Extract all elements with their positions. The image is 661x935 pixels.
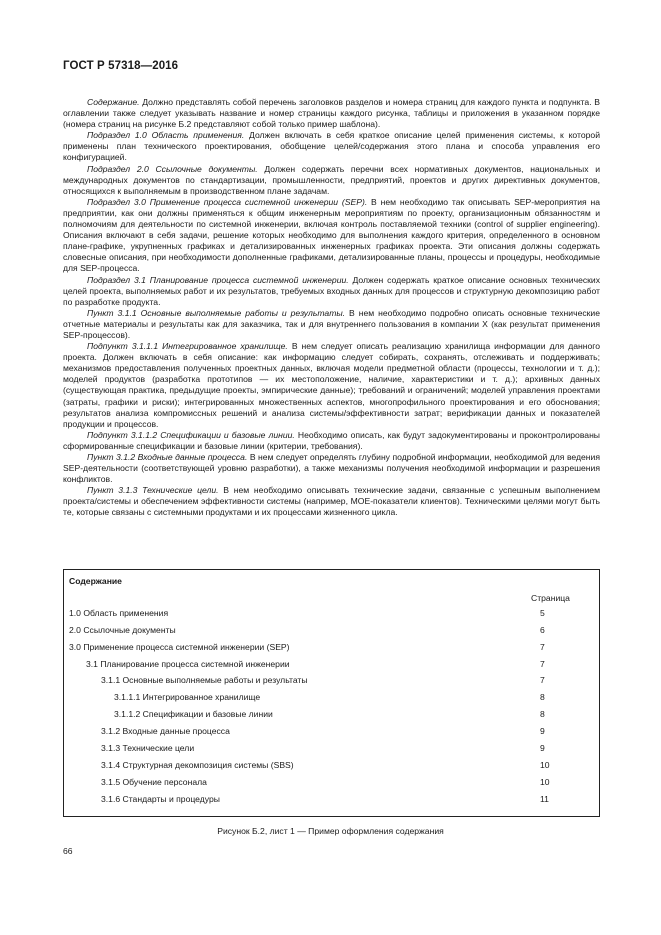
toc-row <box>64 743 599 757</box>
paragraph-lead: Пункт 3.1.1 Основные выполняемые работы и результаты. <box>87 307 346 318</box>
paragraph-lead: Пункт 3.1.3 Технические цели. <box>87 485 219 496</box>
document-header: ГОСТ Р 57318—2016 <box>63 60 179 72</box>
paragraph-text: Должен содержать перечни всех нормативных документов, национальных и международных документов по стандартизации, промышленности, предприятий, проектов и других директивных документов, относящихся к выполняемым в производственном плане задачам. <box>63 163 600 196</box>
paragraph-lead: Подраздел 3.1 Планирование процесса системной инженерии. <box>87 274 349 285</box>
toc-row-label: 3.1.1.1 Интегрированное хранилище <box>114 692 261 702</box>
figure-caption: Рисунок Б.2, лист 1 — Пример оформления содержания <box>217 826 444 836</box>
paragraph-planning <box>63 275 600 308</box>
toc-row-page: 6 <box>540 625 545 635</box>
paragraph-deliverables <box>63 308 600 341</box>
toc-row-page: 10 <box>540 760 550 770</box>
toc-row-page: 7 <box>540 659 545 669</box>
paragraph-text: В нем необходимо описывать технические задачи, связанные с успешным выполнением проекта/системы и обеспечением эффективности системы (например, МОЕ-показатели клиентов). Техническими целями могут быть те, которые связаны с системными продуктами и их процессами жизненного цикла. <box>63 485 600 518</box>
paragraph-scope <box>63 130 600 163</box>
paragraph-specifications <box>63 430 600 452</box>
page-number: 66 <box>63 846 73 856</box>
paragraph-lead: Пункт 3.1.2 Входные данные процесса. <box>87 452 248 462</box>
paragraph-inputs <box>63 452 600 485</box>
paragraph-contents <box>63 97 600 130</box>
toc-row-page: 9 <box>540 743 545 753</box>
toc-row <box>64 608 599 622</box>
toc-title: Содержание <box>69 576 122 586</box>
paragraph-lead: Подраздел 3.0 Применение процесса системной инженерии (SEP). <box>87 196 368 207</box>
paragraph-text: Должен содержать краткое описание основных технических целей проекта, выполняемых работ и их результатов, требуемых входных данных для процессов и структурную декомпозицию работ по разработке продукта. <box>63 274 601 307</box>
body-text <box>63 97 600 519</box>
toc-row-label: 3.1.1 Основные выполняемые работы и результаты <box>101 675 308 685</box>
toc-row-page: 11 <box>540 794 549 804</box>
toc-row <box>64 692 599 706</box>
paragraph-text: В нем необходимо подробно описать основные технические отчетные материалы и результаты как для заказчика, так и для внутреннего пользования в компании X (как результат применения SEP-процессов). <box>63 307 600 340</box>
toc-page-header: Страница <box>531 593 570 603</box>
paragraph-references <box>63 164 600 197</box>
toc-row <box>64 709 599 723</box>
toc-row <box>64 760 599 774</box>
paragraph-lead: Подраздел 2.0 Ссылочные документы. <box>87 163 258 174</box>
paragraph-lead: Содержание. <box>87 97 140 107</box>
toc-row-label: 3.1.1.2 Спецификации и базовые линии <box>114 709 273 719</box>
paragraph-text: Должен включать в себя краткое описание целей применения системы, к которой применены план технического проектирования, обобщение целей/содержания этого плана и способа управления его конфигурацией. <box>63 130 601 163</box>
toc-row <box>64 642 599 656</box>
paragraph-objectives <box>63 485 600 518</box>
paragraph-lead: Подпункт 3.1.1.1 Интегрированное хранилище. <box>87 341 288 352</box>
toc-row-page: 5 <box>540 608 545 618</box>
paragraph-text: В нем следует описать реализацию хранилища информации для данного проекта. Должен включать в себя описание: как информацию следует собирать, сохранять, отслеживать и поддерживать; механизмов предоставления полученных проектных данных, включая модели предметной области (процессы, технологии и т. д.); моделей продуктов (разработка прототипов — их местоположение, наличие, характеристики и т. д.); архивных данных (существующая практика, предыдущие проекты, эмпирические данные); требований и ограничений; моделей управления проектами (затраты, графики и риски); интегрированных множественных аспектов, многопрофильного проектирования и его обоснования; результатов анализа компромиссных решений и анализа системы/эффективности затрат; верификации данных и показателей продукции и процессов. <box>63 341 600 429</box>
paragraph-lead: Подраздел 1.0 Область применения. <box>87 130 245 141</box>
toc-row-page: 7 <box>540 675 545 685</box>
paragraph-sep <box>63 197 600 275</box>
toc-row-label: 3.1.4 Структурная декомпозиция системы (SBS) <box>101 760 294 770</box>
toc-row-label: 2.0 Ссылочные документы <box>69 625 176 635</box>
toc-row-label: 3.0 Применение процесса системной инженерии (SEP) <box>69 642 290 652</box>
toc-row <box>64 777 599 791</box>
toc-row-page: 8 <box>540 709 545 719</box>
toc-row-page: 10 <box>540 777 550 787</box>
toc-row-page: 7 <box>540 642 545 652</box>
paragraph-lead: Подпункт 3.1.1.2 Спецификации и базовые линии. <box>87 429 295 440</box>
toc-row-label: 3.1.5 Обучение персонала <box>101 777 207 787</box>
toc-row <box>64 726 599 740</box>
paragraph-text: В нем следует определять глубину подробной информации, необходимой для ведения SEP-деятельности (соответствующей уровню разработки), а также механизмы получения необходимой информации и разрешения конфликтов. <box>63 452 600 485</box>
toc-row-label: 3.1.2 Входные данные процесса <box>101 726 230 736</box>
table-of-contents-figure <box>63 569 600 817</box>
toc-row <box>64 625 599 639</box>
toc-row <box>64 794 599 808</box>
toc-row <box>64 659 599 673</box>
toc-row-label: 3.1 Планирование процесса системной инженерии <box>86 659 290 669</box>
paragraph-text: Должно представлять собой перечень заголовков разделов и номера страниц для каждого пункта и подпункта. В оглавлении также следует указывать название и номер страницы каждого рисунка, таблицы и приложения в указанном порядке (номера страниц на рисунке Б.2 представляют собой только пример шаблона). <box>63 97 600 130</box>
toc-row-page: 8 <box>540 692 545 702</box>
toc-row-page: 9 <box>540 726 545 736</box>
toc-row <box>64 675 599 689</box>
toc-row-label: 3.1.3 Технические цели <box>101 743 195 753</box>
toc-row-label: 1.0 Область применения <box>69 608 169 618</box>
toc-row-label: 3.1.6 Стандарты и процедуры <box>101 794 220 804</box>
paragraph-text: В нем необходимо так описывать SEP-мероприятия на предприятии, как они должны применяться к общим инженерным мероприятиям по проекту, организационным обязанностям и полномочиям для деятельности по системной инженерии, включая контроль поставляемой техники (control of supplier engineering). Описания включают в себя задачи, решение которых необходимо для выполнения каждого критерия, определенного в основном плане-графике, укрупненных графиках и детализированных инженерных графиках проекта. Эти описания должны содержать словесные описания, при необходимости дополненные графиками, детализированные планы, процессы и процедуры, необходимые для SEP-процесса. <box>63 196 600 274</box>
paragraph-repository <box>63 341 600 430</box>
paragraph-text: Необходимо описать, как будут задокументированы и проконтролированы сформированные спецификации и базовые линии (критерии, требования). <box>63 429 600 451</box>
